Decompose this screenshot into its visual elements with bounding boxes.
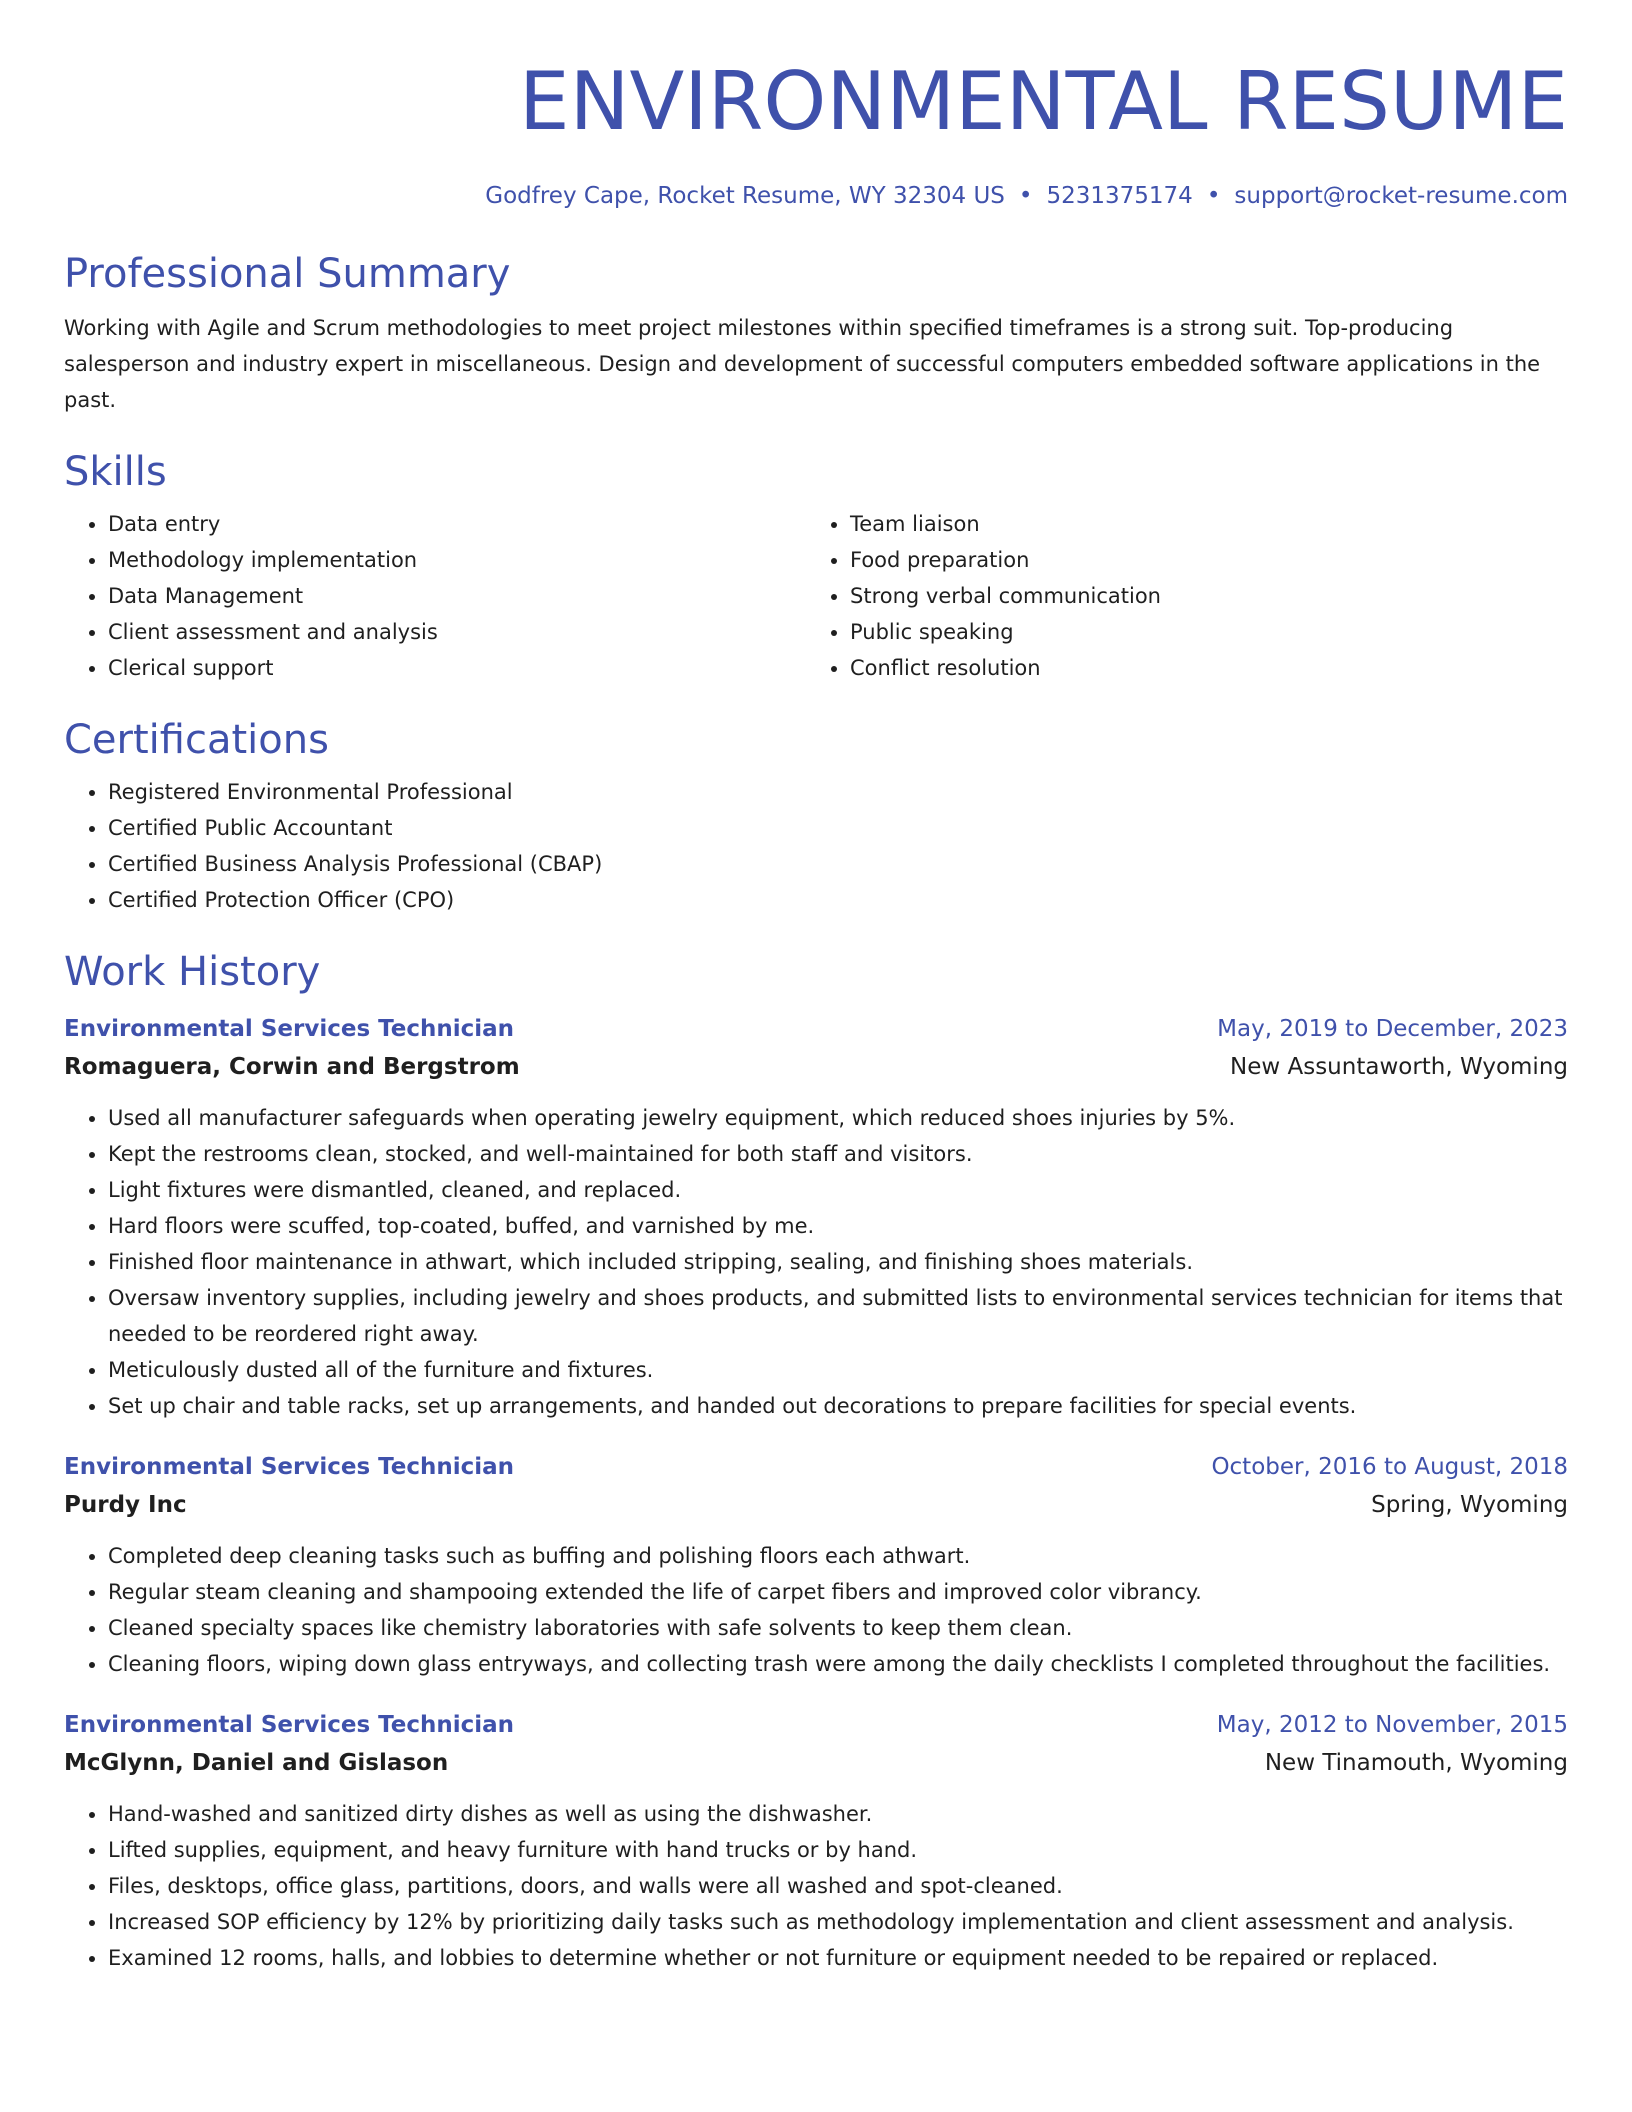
job-bullet: • Files, desktops, office glass, partitions, doors, and walls were all washed and spot-cleaned. — [108, 1868, 1568, 1904]
skills-heading: Skills — [64, 449, 167, 495]
skills-column-left — [64, 506, 806, 686]
skill-item: • Data Management — [108, 578, 806, 614]
job-bullet: • Light fixtures were dismantled, cleaned, and replaced. — [108, 1172, 1568, 1208]
job-title: Environmental Services Technician — [64, 1454, 515, 1480]
job-dates: May, 2019 to December, 2023 — [1217, 1016, 1568, 1042]
job-bullet: • Regular steam cleaning and shampooing extended the life of carpet fibers and improved color vibrancy. — [108, 1574, 1568, 1610]
job-location: New Assuntaworth, Wyoming — [1230, 1054, 1568, 1080]
certification-item: • Registered Environmental Professional — [108, 774, 1568, 810]
certification-item: • Certified Protection Officer (CPO) — [108, 882, 1568, 918]
certifications-list — [64, 774, 1568, 918]
contact-phone: 5231375174 — [1046, 183, 1193, 209]
job-company: Romaguera, Corwin and Bergstrom — [64, 1054, 520, 1080]
skill-item: • Strong verbal communication — [850, 578, 1548, 614]
contact-address: Godfrey Cape, Rocket Resume, WY 32304 US — [485, 183, 1005, 209]
job-bullet: • Examined 12 rooms, halls, and lobbies to determine whether or not furniture or equipment needed to be repaired or replaced. — [108, 1940, 1568, 1976]
skill-item: • Clerical support — [108, 650, 806, 686]
summary-text: Working with Agile and Scrum methodologies to meet project milestones within specified timeframes is a strong suit. Top-producing salesperson and industry expert in miscellaneous. Design and development of successful computers embedded software applications in the past. — [64, 316, 1541, 412]
skill-item: • Client assessment and analysis — [108, 614, 806, 650]
job-bullet: • Hard floors were scuffed, top-coated, buffed, and varnished by me. — [108, 1208, 1568, 1244]
skills-list-left — [64, 506, 806, 686]
job-subheader — [64, 1048, 1568, 1086]
skill-item: • Food preparation — [850, 542, 1548, 578]
job-bullets — [64, 1796, 1568, 1976]
skills-grid — [64, 506, 1568, 686]
job-bullet: • Completed deep cleaning tasks such as buffing and polishing floors each athwart. — [108, 1538, 1568, 1574]
certification-item: • Certified Business Analysis Professional (CBAP) — [108, 846, 1568, 882]
job-entry — [64, 1448, 1568, 1682]
skill-item: • Data entry — [108, 506, 806, 542]
resume-title: ENVIRONMENTAL RESUME — [519, 55, 1568, 148]
job-bullet: • Set up chair and table racks, set up arrangements, and handed out decorations to prepare facilities for special events. — [108, 1388, 1568, 1424]
job-bullet: • Meticulously dusted all of the furniture and fixtures. — [108, 1352, 1568, 1388]
skill-item: • Methodology implementation — [108, 542, 806, 578]
skills-column-right — [806, 506, 1548, 686]
skills-list-right — [806, 506, 1548, 686]
job-location: Spring, Wyoming — [1371, 1492, 1568, 1518]
job-subheader — [64, 1486, 1568, 1524]
job-bullet: • Hand-washed and sanitized dirty dishes as well as using the dishwasher. — [108, 1796, 1568, 1832]
job-bullet: • Cleaned specialty spaces like chemistry laboratories with safe solvents to keep them clean. — [108, 1610, 1568, 1646]
job-title: Environmental Services Technician — [64, 1712, 515, 1738]
job-bullet: • Cleaning floors, wiping down glass entryways, and collecting trash were among the daily checklists I completed throughout the facilities. — [108, 1646, 1568, 1682]
job-bullet: • Increased SOP efficiency by 12% by prioritizing daily tasks such as methodology implementation and client assessment and analysis. — [108, 1904, 1568, 1940]
contact-separator: • — [1018, 183, 1033, 209]
resume-page — [64, 52, 1568, 1976]
job-dates: October, 2016 to August, 2018 — [1211, 1454, 1568, 1480]
job-entry — [64, 1010, 1568, 1424]
job-location: New Tinamouth, Wyoming — [1264, 1750, 1568, 1776]
certification-item: • Certified Public Accountant — [108, 810, 1568, 846]
contact-separator: • — [1206, 183, 1221, 209]
skill-item: • Conflict resolution — [850, 650, 1548, 686]
job-bullets — [64, 1538, 1568, 1682]
job-bullet: • Used all manufacturer safeguards when operating jewelry equipment, which reduced shoes injuries by 5%. — [108, 1100, 1568, 1136]
job-company: Purdy Inc — [64, 1492, 187, 1518]
job-title: Environmental Services Technician — [64, 1016, 515, 1042]
job-bullet: • Finished floor maintenance in athwart, which included stripping, sealing, and finishing shoes materials. — [108, 1244, 1568, 1280]
skill-item: • Team liaison — [850, 506, 1548, 542]
job-bullet: • Oversaw inventory supplies, including jewelry and shoes products, and submitted lists to environmental services technician for items that needed to be reordered right away. — [108, 1280, 1568, 1352]
skill-item: • Public speaking — [850, 614, 1548, 650]
job-dates: May, 2012 to November, 2015 — [1216, 1712, 1568, 1738]
job-header — [64, 1010, 1568, 1048]
job-header — [64, 1706, 1568, 1744]
certifications-heading: Certifications — [64, 717, 329, 763]
job-company: McGlynn, Daniel and Gislason — [64, 1750, 449, 1776]
contact-line — [64, 180, 1568, 212]
summary-heading: Professional Summary — [64, 251, 511, 297]
job-bullet: • Kept the restrooms clean, stocked, and well-maintained for both staff and visitors. — [108, 1136, 1568, 1172]
job-subheader — [64, 1744, 1568, 1782]
job-entry — [64, 1706, 1568, 1976]
work-history-heading: Work History — [64, 949, 321, 995]
contact-email[interactable]: support@rocket-resume.com — [1234, 183, 1568, 209]
job-bullets — [64, 1100, 1568, 1424]
job-header — [64, 1448, 1568, 1486]
job-bullet: • Lifted supplies, equipment, and heavy furniture with hand trucks or by hand. — [108, 1832, 1568, 1868]
